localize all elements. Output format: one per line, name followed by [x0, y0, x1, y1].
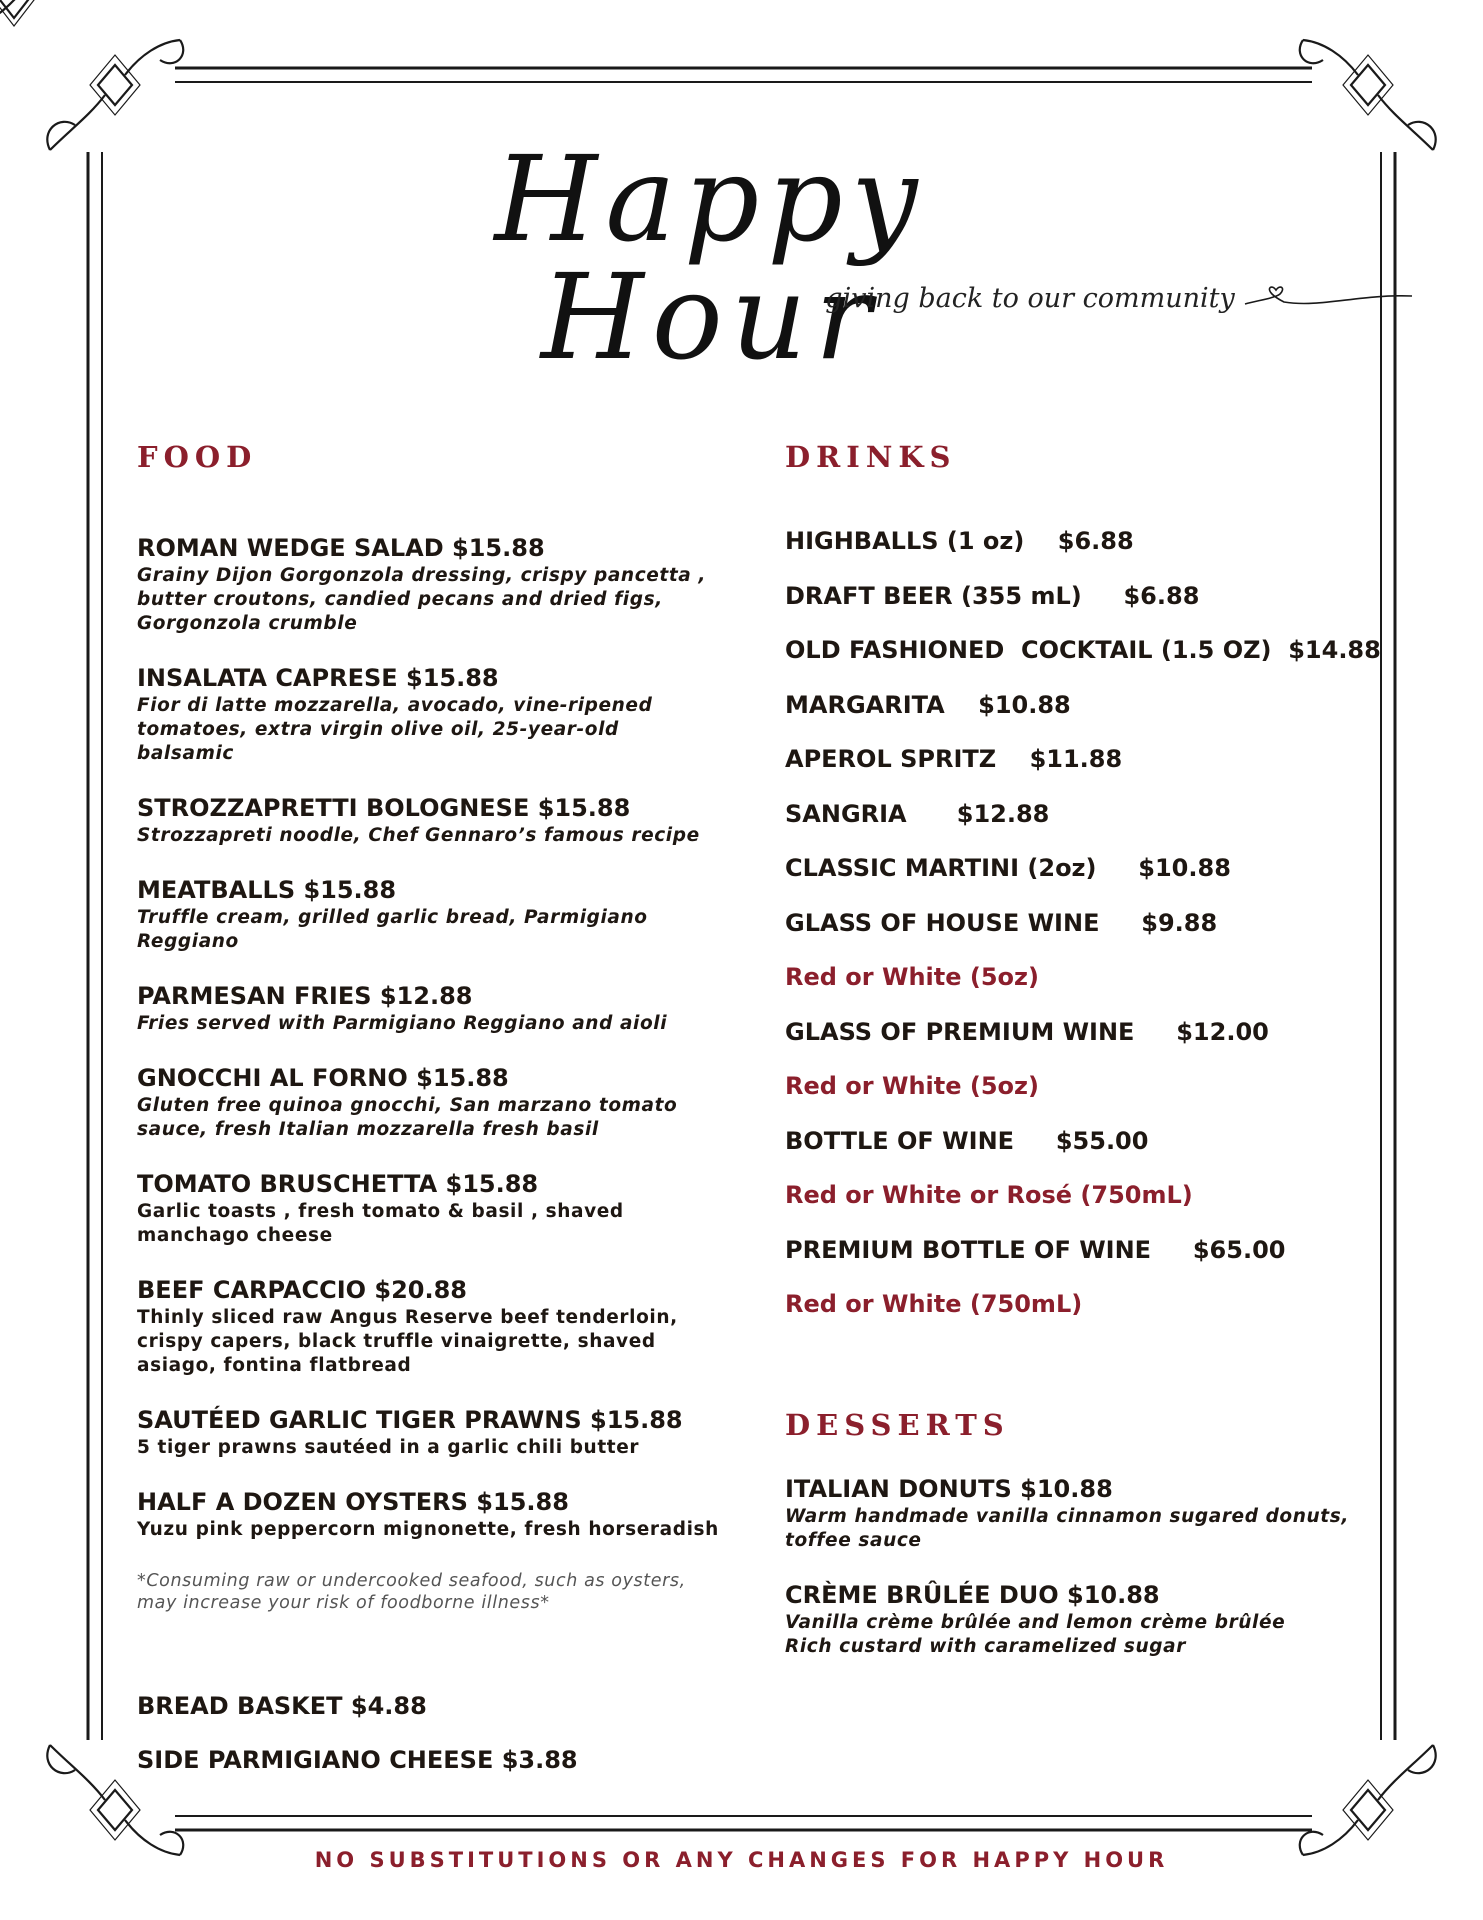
description-line: 5 tiger prawns sautéed in a garlic chili butter: [137, 1437, 640, 1458]
drink-item: DRAFT BEER (355 mL) $6.88: [785, 581, 1200, 610]
menu-item-description: [137, 1012, 757, 1036]
menu-item: [137, 1170, 757, 1248]
description-line: sauce, fresh Italian mozzarella fresh basil: [137, 1119, 599, 1140]
description-line: Warm handmade vanilla cinnamon sugared donuts,: [785, 1506, 1349, 1527]
drink-item: GLASS OF PREMIUM WINE $12.00: [785, 1017, 1269, 1046]
seafood-warning-note: [137, 1570, 757, 1614]
drink-item: APEROL SPRITZ $11.88: [785, 745, 1123, 773]
menu-item-name: ITALIAN DONUTS $10.88: [785, 1475, 1113, 1503]
heart-flourish-icon: [1240, 282, 1415, 322]
menu-item-name: TOMATO BRUSCHETTA $15.88: [137, 1170, 539, 1198]
note-line: *Consuming raw or undercooked seafood, such as oysters,: [137, 1571, 686, 1591]
menu-item: [137, 534, 757, 636]
drink-item: CLASSIC MARTINI (2oz) $10.88: [785, 854, 1231, 882]
drink-item: GLASS OF HOUSE WINE $9.88: [785, 908, 1218, 937]
drinks-list: [785, 527, 1405, 1345]
extra-item-side-cheese: SIDE PARMIGIANO CHEESE $3.88: [137, 1746, 578, 1774]
note-line: may increase your risk of foodborne illness*: [137, 1593, 550, 1613]
description-line: Fries served with Parmigiano Reggiano and aioli: [137, 1013, 668, 1034]
food-list: [137, 534, 757, 1542]
description-line: Fior di latte mozzarella, avocado, vine-ripened: [137, 695, 653, 716]
description-line: asiago, fontina flatbread: [137, 1355, 412, 1376]
extras-list: [137, 1692, 757, 1774]
menu-item-name: MEATBALLS $15.88: [137, 876, 397, 904]
menu-item-name: CRÈME BRÛLÉE DUO $10.88: [785, 1581, 1160, 1609]
menu-item: [137, 1064, 757, 1142]
menu-item: [785, 1581, 1405, 1659]
menu-item-description: [137, 1200, 757, 1248]
corner-ornament-top-left: [40, 30, 190, 170]
menu-item-description: [137, 1094, 757, 1142]
menu-item-name: BEEF CARPACCIO $20.88: [137, 1276, 467, 1304]
menu-item-description: [137, 1518, 757, 1542]
menu-item-description: [137, 1436, 757, 1460]
menu-item-description: [785, 1611, 1405, 1659]
desserts-list: [785, 1475, 1405, 1687]
menu-item-description: [137, 1306, 757, 1378]
menu-item: [137, 1488, 757, 1542]
description-line: Gorgonzola crumble: [137, 613, 358, 634]
menu-item-name: GNOCCHI AL FORNO $15.88: [137, 1064, 509, 1092]
corner-ornament-bottom-right: [1293, 1725, 1443, 1865]
description-line: crispy capers, black truffle vinaigrette, shaved: [137, 1331, 656, 1352]
description-line: Truffle cream, grilled garlic bread, Parmigiano: [137, 907, 648, 928]
menu-item-description: [137, 564, 757, 636]
drink-item: SANGRIA $12.88: [785, 799, 1050, 828]
description-line: Vanilla crème brûlée and lemon crème brûlée: [785, 1612, 1286, 1633]
description-line: Grainy Dijon Gorgonzola dressing, crispy pancetta ,: [137, 565, 707, 586]
drink-item: OLD FASHIONED COCKTAIL (1.5 OZ) $14.88: [785, 636, 1381, 664]
menu-item: [785, 1475, 1405, 1553]
menu-item-description: [785, 1505, 1405, 1553]
menu-item: [137, 1406, 757, 1460]
description-line: Yuzu pink peppercorn mignonette, fresh horseradish: [137, 1519, 719, 1540]
description-line: Reggiano: [137, 931, 239, 952]
description-line: toffee sauce: [785, 1530, 922, 1551]
drink-item: HIGHBALLS (1 oz) $6.88: [785, 527, 1134, 555]
description-line: Gluten free quinoa gnocchi, San marzano tomato: [137, 1095, 678, 1116]
menu-item-description: [137, 694, 757, 766]
description-line: balsamic: [137, 743, 234, 764]
drink-option-note: Red or White or Rosé (750mL): [785, 1181, 1193, 1209]
drinks-column: [785, 440, 1405, 1345]
extra-item-bread-basket: BREAD BASKET $4.88: [137, 1692, 427, 1720]
corner-ornament-top-right: [1293, 30, 1443, 170]
tagline: giving back to our community: [825, 283, 1235, 314]
description-line: Thinly sliced raw Angus Reserve beef tenderloin,: [137, 1307, 678, 1328]
description-line: butter croutons, candied pecans and dried figs,: [137, 589, 663, 610]
food-heading: FOOD: [137, 440, 258, 474]
page-title: Happy Hour: [494, 130, 926, 386]
description-line: Strozzapreti noodle, Chef Gennaro’s famous recipe: [137, 825, 700, 846]
description-line: tomatoes, extra virgin olive oil, 25-year-old: [137, 719, 619, 740]
drink-item: PREMIUM BOTTLE OF WINE $65.00: [785, 1235, 1286, 1264]
drink-item: MARGARITA $10.88: [785, 690, 1071, 719]
description-line: Garlic toasts , fresh tomato & basil , shaved: [137, 1201, 624, 1222]
menu-item-name: ROMAN WEDGE SALAD $15.88: [137, 534, 545, 562]
menu-item: [137, 982, 757, 1036]
menu-item-description: [137, 906, 757, 954]
drink-option-note: Red or White (5oz): [785, 1072, 1039, 1100]
desserts-heading: DESSERTS: [785, 1408, 1010, 1442]
menu-item-name: PARMESAN FRIES $12.88: [137, 982, 473, 1010]
drinks-heading: DRINKS: [785, 440, 957, 474]
drink-option-note: Red or White (5oz): [785, 963, 1039, 991]
menu-item-name: INSALATA CAPRESE $15.88: [137, 664, 499, 692]
menu-item: [137, 664, 757, 766]
menu-item: [137, 876, 757, 954]
drink-item: BOTTLE OF WINE $55.00: [785, 1126, 1149, 1155]
menu-item-name: SAUTÉED GARLIC TIGER PRAWNS $15.88: [137, 1406, 683, 1434]
food-column: [137, 440, 757, 1800]
menu-item: [137, 794, 757, 848]
description-line: Rich custard with caramelized sugar: [785, 1636, 1186, 1657]
menu-item-name: STROZZAPRETTI BOLOGNESE $15.88: [137, 794, 631, 822]
footer-notice: NO SUBSTITUTIONS OR ANY CHANGES FOR HAPPY HOUR: [314, 1848, 1169, 1872]
drink-option-note: Red or White (750mL): [785, 1290, 1083, 1318]
menu-item-description: [137, 824, 757, 848]
description-line: manchago cheese: [137, 1225, 333, 1246]
menu-item: [137, 1276, 757, 1378]
menu-item-name: HALF A DOZEN OYSTERS $15.88: [137, 1488, 569, 1516]
